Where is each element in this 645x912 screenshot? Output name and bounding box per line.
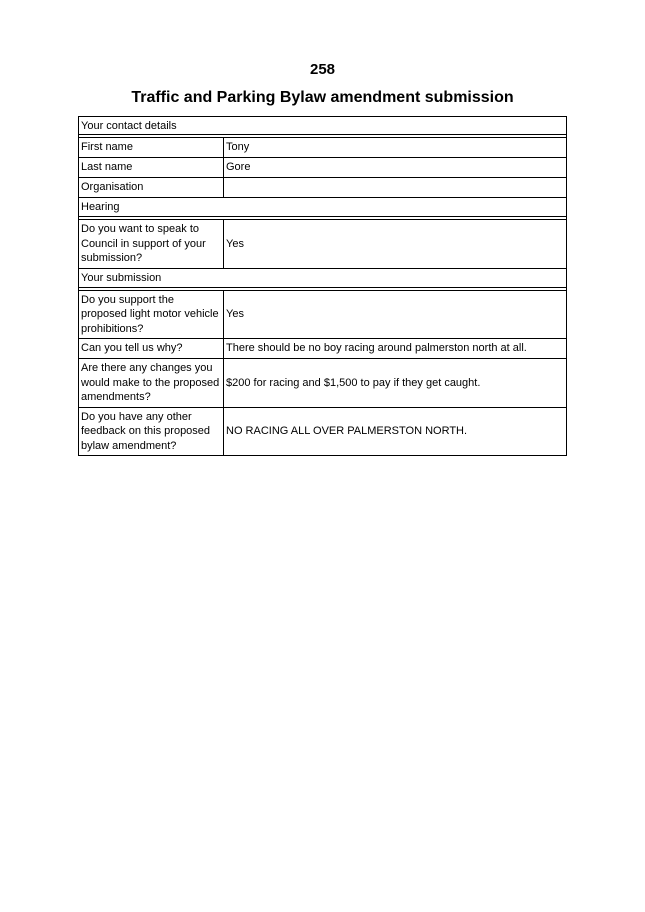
row-last-name xyxy=(78,158,567,178)
changes-value: $200 for racing and $1,500 to pay if they get caught. xyxy=(226,376,481,389)
row-speak-to-council xyxy=(78,219,567,269)
changes-label: Are there any changes you would make to the proposed amendments? xyxy=(79,359,224,407)
row-first-name xyxy=(78,137,567,158)
first-name-label: First name xyxy=(79,138,224,157)
support-prohibitions-value: Yes xyxy=(226,308,244,320)
first-name-value: Tony xyxy=(226,141,250,153)
support-prohibitions-label: Do you support the proposed light motor vehicle prohibitions? xyxy=(79,291,224,339)
speak-to-council-value: Yes xyxy=(226,237,244,250)
row-other-feedback xyxy=(78,408,567,457)
row-support-prohibitions xyxy=(78,290,567,340)
last-name-label: Last name xyxy=(79,158,224,177)
section-header-submission: Your submission xyxy=(78,269,567,288)
document-title: Traffic and Parking Bylaw amendment submission xyxy=(131,89,514,106)
page-number: 258 xyxy=(309,61,336,78)
speak-to-council-label: Do you want to speak to Council in support of your submission? xyxy=(79,220,224,268)
other-feedback-label: Do you have any other feedback on this proposed bylaw amendment? xyxy=(79,408,224,456)
row-why xyxy=(78,339,567,359)
other-feedback-value: NO RACING ALL OVER PALMERSTON NORTH. xyxy=(226,425,468,437)
section-header-hearing: Hearing xyxy=(78,198,567,217)
organisation-value xyxy=(224,178,566,197)
why-value: There should be no boy racing around palmerston north at all. xyxy=(226,342,527,354)
why-label: Can you tell us why? xyxy=(79,339,224,358)
row-organisation xyxy=(78,178,567,198)
organisation-label: Organisation xyxy=(79,178,224,197)
row-changes xyxy=(78,359,567,408)
last-name-value: Gore xyxy=(226,161,251,173)
submission-form xyxy=(78,116,567,456)
section-header-contact: Your contact details xyxy=(78,116,567,135)
